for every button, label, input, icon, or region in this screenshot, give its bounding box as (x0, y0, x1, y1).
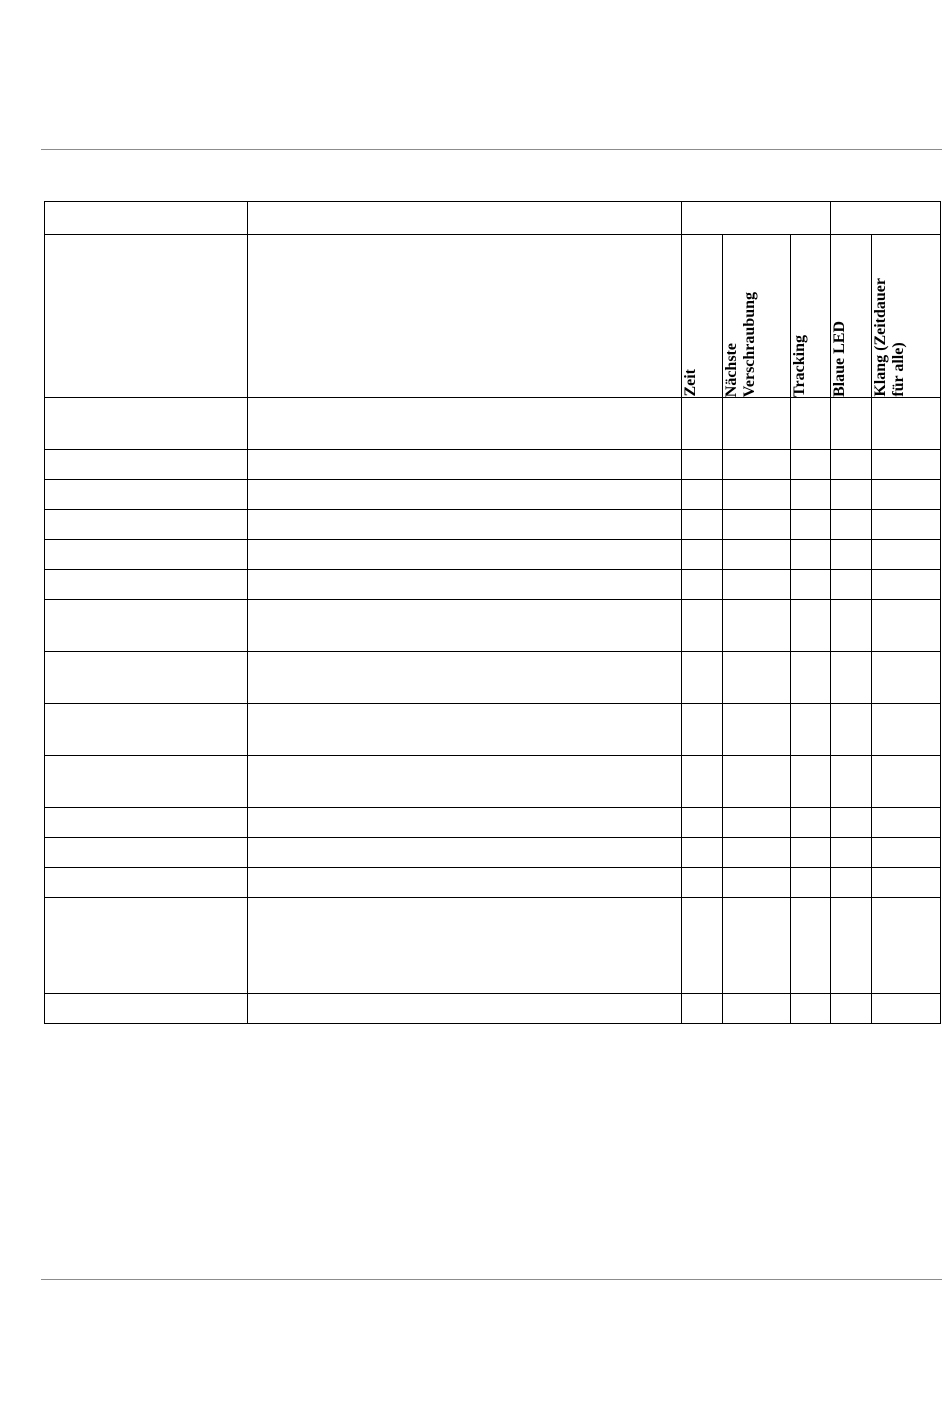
table-cell (791, 808, 831, 838)
table-cell (45, 450, 248, 480)
table-cell (791, 652, 831, 704)
table-cell (248, 994, 682, 1024)
table-cell (248, 398, 682, 450)
table-cell (45, 398, 248, 450)
table-cell (682, 600, 723, 652)
group-header-cell-2 (248, 202, 682, 235)
table-cell (723, 994, 791, 1024)
group-header-row (45, 202, 941, 235)
table-cell (682, 510, 723, 540)
table-cell (45, 510, 248, 540)
table-cell (791, 600, 831, 652)
table-cell (831, 898, 872, 994)
table-cell (682, 480, 723, 510)
group-header-cell-3 (682, 202, 831, 235)
table-cell (682, 868, 723, 898)
bottom-rule (41, 1279, 942, 1280)
table-row (45, 510, 941, 540)
table-cell (682, 540, 723, 570)
table-cell (723, 510, 791, 540)
table-cell (248, 540, 682, 570)
column-header-klang-label: Klang (Zeitdauer für alle) (872, 278, 908, 397)
table-cell (723, 480, 791, 510)
table-cell (791, 994, 831, 1024)
table-cell (872, 704, 941, 756)
table-cell (723, 540, 791, 570)
table-cell (831, 868, 872, 898)
table-cell (723, 898, 791, 994)
column-header-klang (872, 235, 941, 398)
table-cell (791, 398, 831, 450)
table-row (45, 994, 941, 1024)
table-cell (45, 994, 248, 1024)
table-row (45, 898, 941, 994)
table-cell (831, 570, 872, 600)
table-cell (872, 540, 941, 570)
table-cell (723, 398, 791, 450)
table-cell (831, 704, 872, 756)
table-cell (45, 838, 248, 868)
header-cell-2 (248, 235, 682, 398)
table-row (45, 868, 941, 898)
table-cell (831, 510, 872, 540)
table-cell (682, 652, 723, 704)
table-cell (831, 756, 872, 808)
table-cell (872, 808, 941, 838)
column-header-tracking-label: Tracking (791, 335, 808, 397)
table-cell (723, 704, 791, 756)
table-cell (723, 570, 791, 600)
table-cell (872, 898, 941, 994)
table-row (45, 704, 941, 756)
column-header-blaue-led-label: Blaue LED (831, 320, 849, 397)
table-cell (831, 480, 872, 510)
column-header-zeit-label: Zeit (682, 369, 699, 397)
table-cell (682, 838, 723, 868)
table-cell (45, 868, 248, 898)
table-cell (831, 450, 872, 480)
column-header-blaue-led (831, 235, 872, 398)
table-cell (45, 652, 248, 704)
table-cell (248, 600, 682, 652)
table-cell (248, 808, 682, 838)
table-cell (791, 450, 831, 480)
table-row (45, 600, 941, 652)
table-cell (872, 652, 941, 704)
table-cell (791, 570, 831, 600)
data-table (44, 201, 941, 1024)
table-cell (248, 652, 682, 704)
table-cell (723, 868, 791, 898)
table-cell (248, 838, 682, 868)
table-cell (723, 756, 791, 808)
table-cell (45, 898, 248, 994)
table-cell (45, 704, 248, 756)
table-cell (682, 398, 723, 450)
table-cell (791, 898, 831, 994)
table-cell (682, 756, 723, 808)
table-row (45, 756, 941, 808)
table-cell (682, 994, 723, 1024)
table-cell (723, 808, 791, 838)
table-cell (872, 398, 941, 450)
column-header-row (45, 235, 941, 398)
table-cell (872, 868, 941, 898)
table-cell (248, 570, 682, 600)
table-cell (872, 756, 941, 808)
table-cell (248, 450, 682, 480)
table-cell (723, 652, 791, 704)
column-header-naechste-verschraubung (723, 235, 791, 398)
table-cell (682, 898, 723, 994)
table-cell (45, 600, 248, 652)
table-cell (682, 450, 723, 480)
group-header-cell-1 (45, 202, 248, 235)
table-cell (791, 868, 831, 898)
table-cell (248, 510, 682, 540)
table-cell (45, 540, 248, 570)
table-cell (872, 570, 941, 600)
table-cell (248, 480, 682, 510)
table-row (45, 540, 941, 570)
table-cell (682, 704, 723, 756)
table-cell (682, 808, 723, 838)
table-cell (791, 510, 831, 540)
table-row (45, 808, 941, 838)
table-cell (831, 838, 872, 868)
table-cell (872, 480, 941, 510)
table-row (45, 570, 941, 600)
table-cell (248, 868, 682, 898)
table-cell (723, 600, 791, 652)
table-cell (723, 838, 791, 868)
table-cell (45, 808, 248, 838)
table-cell (45, 480, 248, 510)
table-cell (791, 540, 831, 570)
table-cell (831, 652, 872, 704)
table-row (45, 398, 941, 450)
table-cell (831, 808, 872, 838)
table-row (45, 652, 941, 704)
table-cell (831, 398, 872, 450)
table-cell (682, 570, 723, 600)
table-cell (45, 756, 248, 808)
table-cell (248, 756, 682, 808)
table-row (45, 838, 941, 868)
column-header-naechste-verschraubung-label: Nächste Verschraubung (723, 291, 758, 397)
table-cell (791, 756, 831, 808)
header-cell-1 (45, 235, 248, 398)
table-row (45, 480, 941, 510)
top-rule (41, 149, 942, 150)
table-cell (723, 450, 791, 480)
table-cell (248, 898, 682, 994)
table-cell (791, 838, 831, 868)
table-cell (872, 838, 941, 868)
table-cell (872, 450, 941, 480)
table-cell (831, 600, 872, 652)
table-cell (831, 994, 872, 1024)
table-cell (791, 704, 831, 756)
table-cell (872, 994, 941, 1024)
group-header-cell-4 (831, 202, 941, 235)
column-header-zeit (682, 235, 723, 398)
table-cell (831, 540, 872, 570)
table-cell (248, 704, 682, 756)
table-cell (791, 480, 831, 510)
table-cell (872, 510, 941, 540)
column-header-tracking (791, 235, 831, 398)
table-row (45, 450, 941, 480)
table-cell (872, 600, 941, 652)
table-cell (45, 570, 248, 600)
